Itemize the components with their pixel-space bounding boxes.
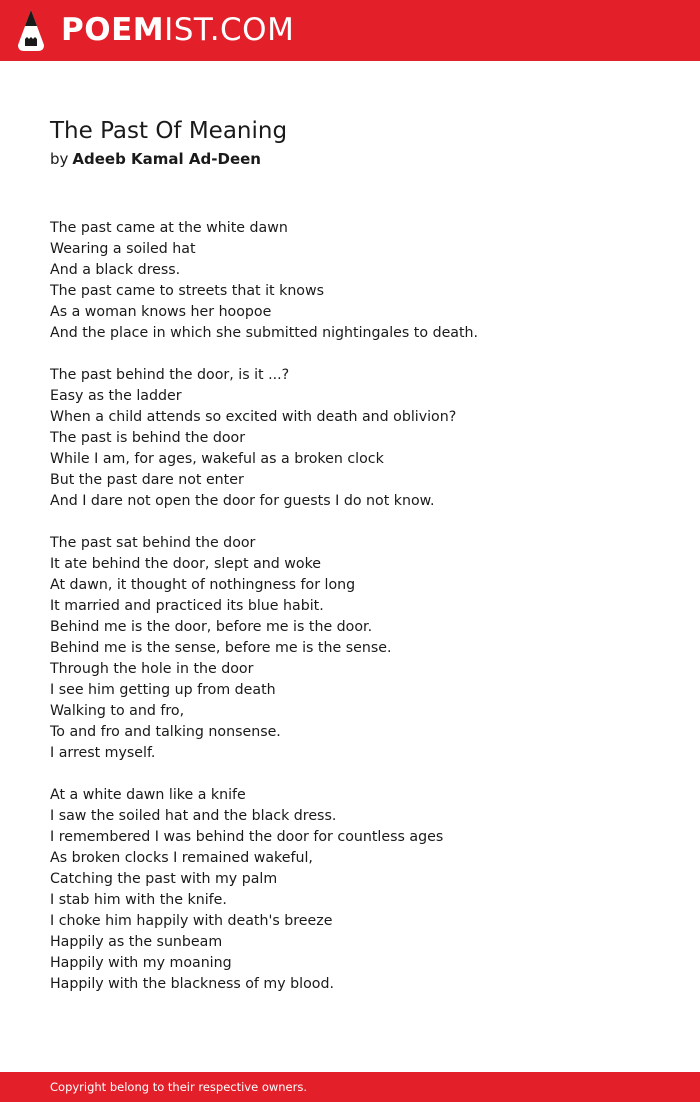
stanza-4: [50, 785, 670, 995]
copyright-notice: Copyright belong to their respective owners.: [50, 1080, 308, 1094]
poem-line: The past is behind the door: [50, 430, 246, 446]
logo-text-bold: POEM: [61, 12, 165, 48]
byline-prefix: by: [50, 150, 69, 168]
poem-line: Behind me is the door, before me is the door.: [50, 619, 373, 635]
poem-line: At dawn, it thought of nothingness for long: [50, 577, 356, 593]
poem-line: Happily with my moaning: [50, 955, 232, 971]
poem-line: The past sat behind the door: [50, 535, 256, 551]
poem-body: [50, 218, 670, 1016]
poem-line: To and fro and talking nonsense.: [50, 724, 281, 740]
pencil-tip-icon: [16, 9, 46, 53]
poem-line: As broken clocks I remained wakeful,: [50, 850, 313, 866]
poem-line: It ate behind the door, slept and woke: [50, 556, 322, 572]
poem-title: The Past Of Meaning: [50, 118, 288, 144]
poem-line: The past came at the white dawn: [50, 220, 288, 236]
poem-line: Through the hole in the door: [50, 661, 254, 677]
poem-line: I saw the soiled hat and the black dress.: [50, 808, 337, 824]
site-header: [0, 0, 700, 61]
poem-line: Happily with the blackness of my blood.: [50, 976, 334, 992]
logo-text-light: IST.COM: [164, 12, 295, 48]
poem-line: At a white dawn like a knife: [50, 787, 246, 803]
poem-line: I stab him with the knife.: [50, 892, 227, 908]
poem-byline: [50, 148, 261, 170]
site-logo[interactable]: [61, 10, 294, 50]
poem-line: While I am, for ages, wakeful as a broken clock: [50, 451, 384, 467]
poem-line: When a child attends so excited with death and oblivion?: [50, 409, 457, 425]
poem-line: I choke him happily with death's breeze: [50, 913, 333, 929]
poem-line: Happily as the sunbeam: [50, 934, 223, 950]
author-name: Adeeb Kamal Ad-Deen: [72, 150, 261, 168]
poem-line: I see him getting up from death: [50, 682, 276, 698]
poem-line: And I dare not open the door for guests I do not know.: [50, 493, 435, 509]
poem-line: The past behind the door, is it ...?: [50, 367, 290, 383]
poem-line: As a woman knows her hoopoe: [50, 304, 272, 320]
poem-line: And the place in which she submitted nightingales to death.: [50, 325, 479, 341]
stanza-1: [50, 218, 670, 344]
poem-line: I arrest myself.: [50, 745, 156, 761]
poem-line: But the past dare not enter: [50, 472, 244, 488]
stanza-3: [50, 533, 670, 764]
poem-line: Easy as the ladder: [50, 388, 182, 404]
poem-line: Wearing a soiled hat: [50, 241, 196, 257]
poem-line: Walking to and fro,: [50, 703, 185, 719]
poem-line: It married and practiced its blue habit.: [50, 598, 324, 614]
poem-line: The past came to streets that it knows: [50, 283, 324, 299]
poem-line: Behind me is the sense, before me is the sense.: [50, 640, 392, 656]
stanza-2: [50, 365, 670, 512]
poem-line: I remembered I was behind the door for countless ages: [50, 829, 444, 845]
poem-line: And a black dress.: [50, 262, 181, 278]
site-footer: [0, 1072, 700, 1102]
poem-line: Catching the past with my palm: [50, 871, 278, 887]
